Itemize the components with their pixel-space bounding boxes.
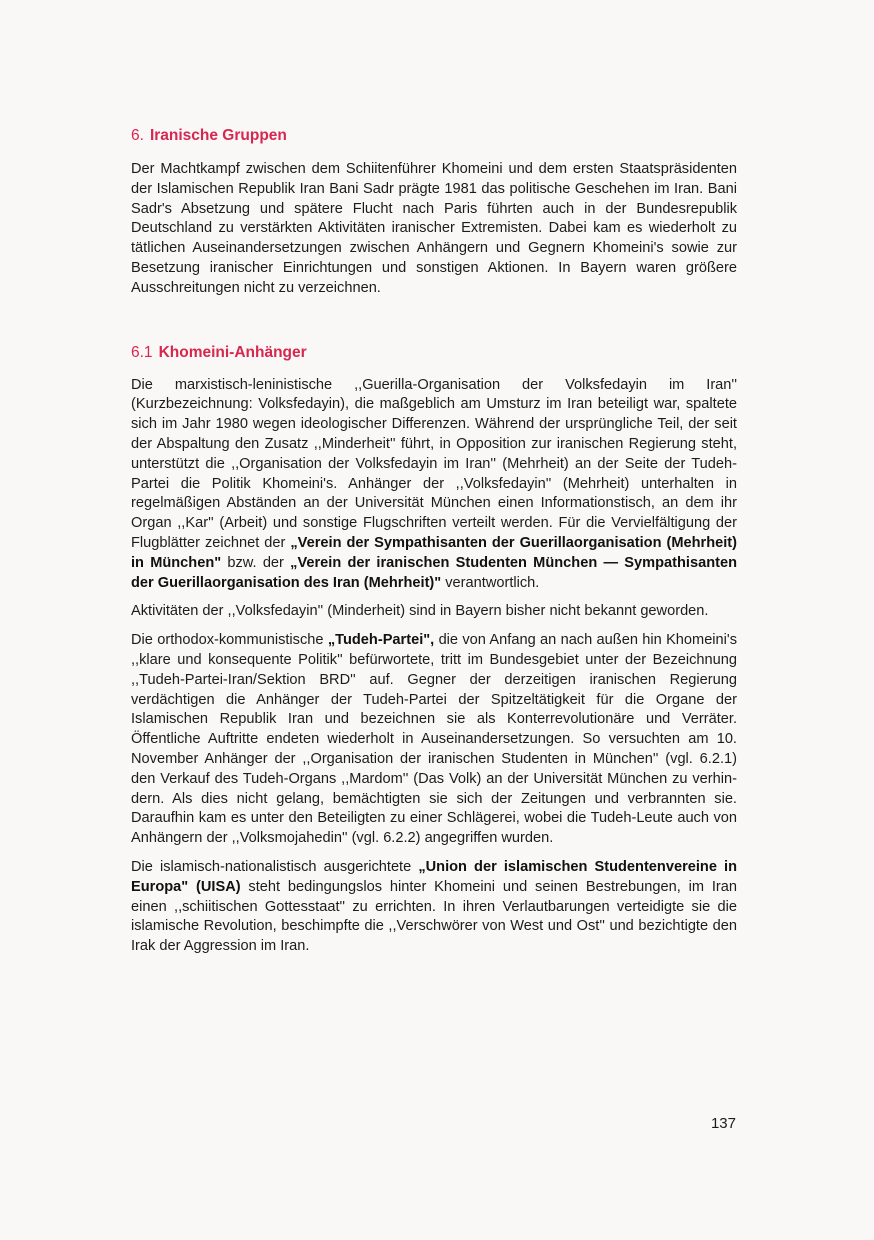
paragraph-minderheit: Aktivitäten der ,,Volksfedayin'' (Minderheit) sind in Bayern bisher nicht bekannt geworden. bbox=[131, 603, 709, 620]
paragraph-volksfedayin bbox=[131, 376, 737, 594]
page-number: 137 bbox=[710, 1115, 736, 1132]
document-page bbox=[131, 121, 737, 957]
paragraph-text: Die orthodox-kommunistische bbox=[131, 632, 328, 649]
section-heading-6-1 bbox=[131, 343, 737, 363]
organisation-name: „Verein der Sympathisanten der Guerillaorganisation (Mehrheit) in München" bbox=[131, 534, 738, 571]
organisation-name: „Tudeh-Partei", bbox=[327, 632, 435, 649]
paragraph-text: die von Anfang an nach außen hin Khomeini's ,,klare und konsequente Politik'' befürwortete, tritt im Bundesgebiet unter der Bezeichnung ,,Tudeh-Partei-Iran/Sektion BRD'' auf. Gegner der derzeitigen iranischen Regierung verdächtigen die Anhänger der Tudeh-Partei der Spitzeltätigkeit für die Organe der Islamischen Republik Iran und bezeichnen sie als Konterrevolutionäre und Verräter. Öffentliche Auftritte endeten wiederholt in Auseinandersetzungen. So versuchten am 10. November Anhänger der ,,Organisation der iranischen Studenten in München'' (vgl. 6.2.1) den Verkauf des Tudeh-Organs ,,Mardom'' (Das Volk) an der Universität München zu verhindern. Als dies nicht gelang, bemächtigten sie sich der Zeitungen und verbrannten sie. Daraufhin kam es unter den Beteiligten zu einer Schlägerei, wobei die Tudeh-Leute auch von Anhängern der ,,Volksmojahedin'' (vgl. 6.2.2) angegriffen wurden. bbox=[131, 632, 737, 847]
paragraph-text: Die islamisch-nationalistisch ausgerichtete bbox=[131, 858, 419, 875]
paragraph-text: Die marxistisch-leninistische ,,Guerilla-Organisation der Volksfedayin im Iran'' (Kurzbezeichnung: Volksfedayin), die maßgeblich am Umsturz im Iran beteiligt war, spaltete sich im Jahr 1980 wegen ideologischer Differenzen. Während der ursprüngliche Teil, der seit der Abspaltung den Zusatz ,,Minderheit'' führt, in Opposition zur iranischen Regierung steht, unterstützt die ,,Organisation der Volksfedayin im Iran'' (Mehrheit) an der Seite der Tudeh-Partei die Politik Khomeini's. Anhänger der ,,Volksfedayin'' (Mehrheit) unterhalten in regelmäßigen Abständen an der Universität München einen Informationstisch, an dem ihr Organ ,,Kar'' (Arbeit) und sonstige Flugschriften verteilt werden. Für die Vervielfältigung der Flugblätter zeichnet der bbox=[131, 376, 737, 551]
paragraph-intro: Der Machtkampf zwischen dem Schiitenführer Khomeini und dem ersten Staatspräsidenten der Islamischen Republik Iran Bani Sadr prägte 1981 das politische Geschehen im Iran. Bani Sadr's Absetzung und spätere Flucht nach Paris führten auch in der Bundesrepublik Deutschland zu verstärkten Aktivitäten iranischer Extremisten. Dabei kam es wiederholt zu tätlichen Auseinandersetzungen zwischen Anhängern und Gegnern Khomeini's sowie zur Besetzung iranischer Einrichtungen und sonstigen Aktionen. In Bayern waren größere Ausschreitungen nicht zu verzeichnen. bbox=[131, 161, 737, 296]
subsection-number: 6.1 bbox=[131, 343, 153, 361]
organisation-name: „Union der islamischen Studentenvereine in Europa" (UISA) bbox=[131, 858, 738, 895]
section-title: Iranische Gruppen bbox=[149, 127, 287, 144]
subsection-title: Khomeini-Anhänger bbox=[158, 343, 307, 361]
paragraph-text: bzw. der bbox=[221, 554, 291, 571]
paragraph-text: steht bedingungslos hinter Khomeini und seinen Bestrebungen, im Iran einen ,,schiitischen Gottesstaat'' zu errichten. In ihren Verlautbarungen verteidigte sie die islamische Revolution, beschimpfte die ,,Verschwörer von West und Ost'' und bezichtigte den Irak der Aggression im Iran. bbox=[131, 878, 737, 955]
paragraph-text: verantwortlich. bbox=[441, 574, 540, 591]
paragraph-tudeh bbox=[131, 631, 737, 849]
organisation-name: „Verein der iranischen Studenten München — Sympathisanten der Guerillaorganisation des Iran (Mehrheit)" bbox=[131, 554, 737, 591]
section-heading-6 bbox=[131, 126, 737, 146]
paragraph-uisa bbox=[131, 858, 737, 957]
section-number: 6. bbox=[131, 127, 144, 144]
